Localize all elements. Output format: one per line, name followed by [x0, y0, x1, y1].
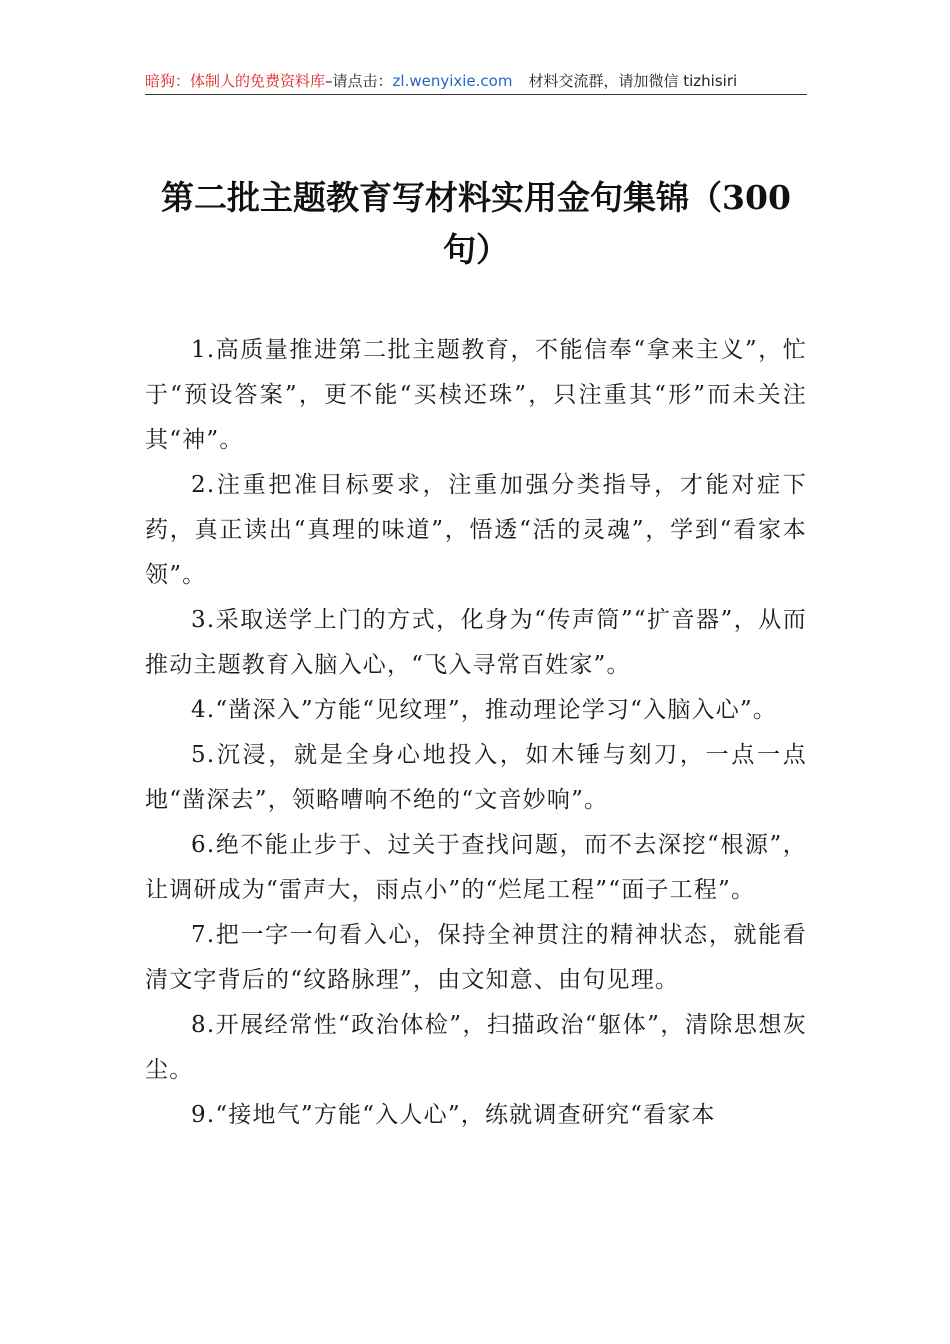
page-header — [145, 70, 807, 95]
header-click-prompt: –请点击： — [325, 72, 393, 90]
document-title: 第二批主题教育写材料实用金句集锦（300句） — [161, 178, 791, 269]
paragraph-3: 3.采取送学上门的方式，化身为“传声筒”“扩音器”，从而推动主题教育入脑入心，“飞入寻常百姓家”。 — [145, 607, 807, 678]
header-url-link[interactable]: zl.wenyixie.com — [392, 72, 513, 90]
paragraph-8: 8.开展经常性“政治体检”，扫描政治“躯体”，清除思想灰尘。 — [145, 1012, 807, 1083]
header-wechat-note: 材料交流群，请加微信 tizhisiri — [528, 72, 738, 90]
paragraph-2: 2.注重把准目标要求，注重加强分类指导，才能对症下药，真正读出“真理的味道”，悟透“活的灵魂”，学到“看家本领”。 — [145, 472, 807, 588]
document-body — [145, 328, 807, 1138]
paragraph-9: 9.“接地气”方能“入人心”，练就调查研究“看家本 — [191, 1102, 716, 1128]
paragraph-1: 1.高质量推进第二批主题教育，不能信奉“拿来主义”，忙于“预设答案”，更不能“买椟还珠”，只注重其“形”而未关注其“神”。 — [145, 337, 807, 453]
paragraph-5: 5.沉浸，就是全身心地投入，如木锤与刻刀，一点一点地“凿深去”，领略嘈响不绝的“文音妙响”。 — [145, 742, 807, 813]
paragraph-7: 7.把一字一句看入心，保持全神贯注的精神状态，就能看清文字背后的“纹路脉理”，由文知意、由句见理。 — [145, 922, 807, 993]
paragraph-4: 4.“凿深入”方能“见纹理”，推动理论学习“入脑入心”。 — [191, 697, 778, 723]
header-brand: 暗狗：体制人的免费资料库 — [145, 72, 326, 90]
paragraph-6: 6.绝不能止步于、过关于查找问题，而不去深挖“根源”，让调研成为“雷声大，雨点小”的“烂尾工程”“面子工程”。 — [145, 832, 807, 903]
